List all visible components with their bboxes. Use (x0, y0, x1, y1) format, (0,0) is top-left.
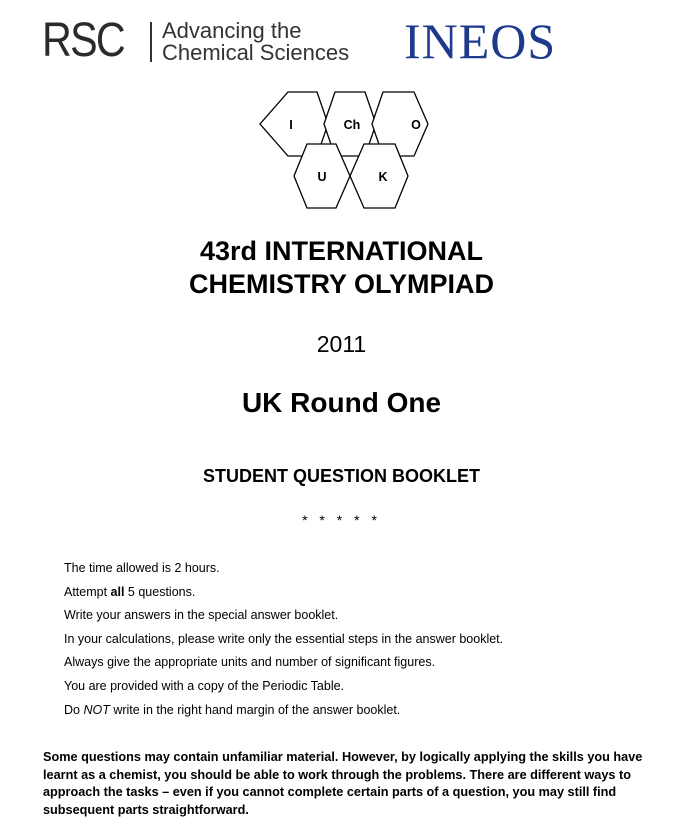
instruction-margin-emphasis: NOT (83, 702, 110, 717)
instruction-attempt-post: 5 questions. (124, 584, 196, 599)
round-heading: UK Round One (241, 387, 442, 418)
ineos-logo: INEOS (404, 13, 557, 69)
icho-letter-ch: Ch (343, 118, 361, 132)
page-title (0, 235, 683, 301)
stars-divider: * * * * * (302, 512, 381, 528)
instruction-time: The time allowed is 2 hours. (64, 561, 220, 575)
title-line-1: 43rd INTERNATIONAL (199, 236, 483, 266)
rsc-tagline (162, 20, 349, 64)
booklet-heading: STUDENT QUESTION BOOKLET (202, 466, 480, 486)
instruction-margin-post: write in the right hand margin of the answer booklet. (109, 702, 401, 717)
instruction-attempt-pre: Attempt (64, 584, 111, 599)
icho-letter-k: K (378, 170, 388, 184)
icho-letter-o: O (411, 118, 421, 132)
instruction-units: Always give the appropriate units and number of significant figures. (64, 655, 436, 670)
rsc-logo-divider (150, 22, 152, 62)
rsc-logo: RSC (42, 14, 124, 67)
title-line-2: CHEMISTRY OLYMPIAD (188, 269, 495, 299)
instruction-attempt-bold: all (110, 584, 125, 599)
icho-letter-i: I (289, 118, 293, 132)
instruction-calculations: In your calculations, please write only the essential steps in the answer booklet. (64, 631, 504, 646)
instruction-margin-pre: Do (64, 702, 84, 717)
instructions-list (64, 557, 624, 722)
instruction-attempt (64, 581, 624, 605)
page-header (0, 0, 683, 75)
instruction-periodic-table: You are provided with a copy of the Periodic Table. (64, 678, 345, 693)
advice-note: Some questions may contain unfamiliar material. However, by logically applying the skills you have learnt as a chemist, you should be able to work through the problems. There are different ways to approach the tasks – even if you cannot complete certain parts of a question, you may still find subsequent parts straightforward. (43, 750, 643, 817)
rsc-tagline-line2: Chemical Sciences (162, 40, 350, 65)
rsc-tagline-line1: Advancing the (162, 18, 302, 43)
icho-uk-hexagon-logo (250, 86, 460, 214)
icho-letter-u: U (317, 170, 327, 184)
instruction-margin (64, 699, 624, 723)
instruction-write: Write your answers in the special answer booklet. (64, 608, 339, 623)
year: 2011 (316, 331, 367, 357)
